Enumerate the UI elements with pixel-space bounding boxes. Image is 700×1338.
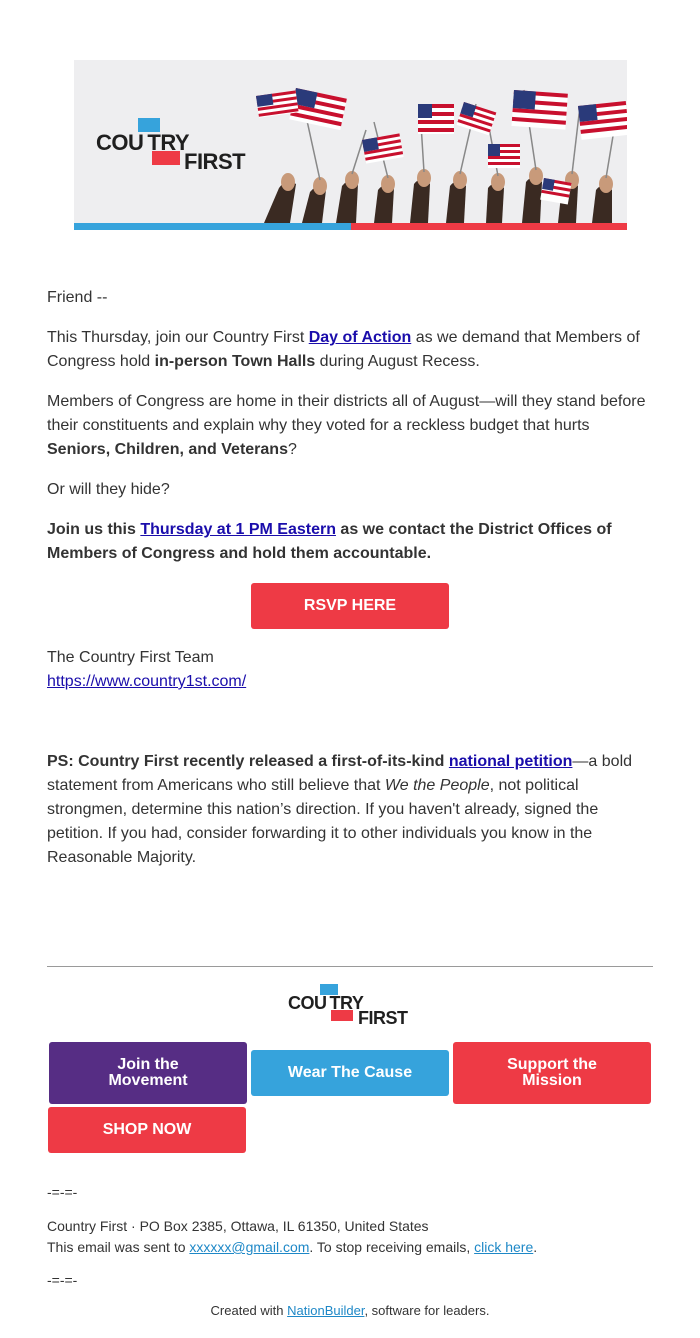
support-the-mission-button[interactable] bbox=[453, 1042, 651, 1104]
join-the-movement-button[interactable] bbox=[49, 1042, 247, 1104]
para1-text-pre: This Thursday, join our Country First bbox=[47, 329, 309, 346]
greeting-text: Friend -- bbox=[47, 289, 108, 306]
para4-text-post: as we contact the District Offices of Members of Congress and hold them accountable. bbox=[47, 521, 612, 562]
banner-red-stripe bbox=[351, 223, 627, 230]
logo-text-first: FIRST bbox=[184, 149, 246, 174]
footer-separator-top: -=-=- bbox=[47, 1184, 78, 1200]
thursday-1pm-link[interactable]: Thursday at 1 PM Eastern bbox=[140, 521, 336, 538]
footer-address: Country First · PO Box 2385, Ottawa, IL 61350, United States bbox=[47, 1218, 429, 1234]
shop-now-button[interactable] bbox=[48, 1107, 246, 1153]
recipient-email-link[interactable]: xxxxxx@gmail.com bbox=[189, 1239, 310, 1255]
header-banner bbox=[74, 60, 627, 230]
paragraph-day-of-action bbox=[47, 326, 657, 374]
day-of-action-link[interactable]: Day of Action bbox=[308, 329, 412, 346]
ps-italic-we-the-people: We the People bbox=[384, 777, 490, 794]
greeting bbox=[47, 286, 657, 310]
para2-bold-groups: Seniors, Children, and Veterans bbox=[47, 441, 288, 458]
flags-and-hands-illustration bbox=[74, 60, 627, 230]
created-with-pre: Created with bbox=[210, 1303, 288, 1318]
banner-blue-stripe bbox=[74, 223, 351, 230]
para4-text-pre: Join us this bbox=[47, 521, 141, 538]
para2-text-pre: Members of Congress are home in their districts all of August—will they stand before their constituents and explain why they voted for a reckless budget that hurts bbox=[47, 393, 646, 434]
para1-text-mid: as we demand that Members of Congress hold bbox=[47, 329, 640, 370]
footer-logo-text-cou: COU bbox=[288, 993, 327, 1013]
country1st-url-link[interactable]: https://www.country1st.com/ bbox=[47, 673, 247, 690]
footer-country-first-logo bbox=[288, 984, 418, 1026]
logo-text-try: TRY bbox=[147, 130, 190, 155]
footer-logo-text-try: TRY bbox=[329, 993, 364, 1013]
rsvp-button[interactable]: RSVP HERE bbox=[251, 583, 449, 629]
footer-divider bbox=[47, 966, 653, 967]
logo-text-cou: COU bbox=[96, 130, 144, 155]
footer-sent-post: . bbox=[533, 1239, 538, 1255]
signature-team: The Country First Team bbox=[47, 649, 214, 666]
ps-text-pre-italic: —a bold statement from Americans who still believe that bbox=[47, 753, 633, 794]
shop-now-label: SHOP NOW bbox=[102, 1121, 192, 1138]
para1-bold-town-halls: in-person Town Halls bbox=[154, 353, 316, 370]
unsubscribe-link[interactable]: click here bbox=[474, 1239, 534, 1255]
paragraph-members-home bbox=[47, 390, 657, 462]
paragraph-or-will-they-hide bbox=[47, 478, 657, 502]
footer-logo-text-first: FIRST bbox=[358, 1008, 408, 1028]
footer-sent-pre: This email was sent to bbox=[47, 1239, 190, 1255]
ps-text-post: , not political strongmen, determine this nation’s direction. If you haven't already, signed the petition. If you had, consider forwarding it to other individuals you know in the Reasonable Majority. bbox=[47, 777, 599, 866]
national-petition-link[interactable]: national petition bbox=[448, 753, 573, 770]
ps-bold-text: PS: Country First recently released a first-of-its-kind bbox=[47, 753, 449, 770]
para1-text-post: during August Recess. bbox=[315, 353, 480, 370]
join-the-movement-label: Join the Movement bbox=[108, 1056, 188, 1089]
footer-address-block bbox=[47, 1216, 537, 1258]
nationbuilder-link[interactable]: NationBuilder bbox=[287, 1303, 365, 1318]
support-the-mission-label: Support the Mission bbox=[507, 1056, 597, 1089]
wear-the-cause-button[interactable] bbox=[251, 1050, 449, 1096]
para2-text-post: ? bbox=[287, 441, 297, 458]
para3-text: Or will they hide? bbox=[47, 481, 170, 498]
footer-separator-bottom: -=-=- bbox=[47, 1272, 78, 1288]
footer-sent-mid: . To stop receiving emails, bbox=[309, 1239, 475, 1255]
created-with-post: , software for leaders. bbox=[364, 1303, 490, 1318]
signature bbox=[47, 646, 657, 694]
ps-paragraph bbox=[47, 750, 657, 870]
created-with-line bbox=[0, 1303, 700, 1318]
paragraph-join-us bbox=[47, 518, 657, 566]
wear-the-cause-label: Wear The Cause bbox=[287, 1064, 413, 1081]
